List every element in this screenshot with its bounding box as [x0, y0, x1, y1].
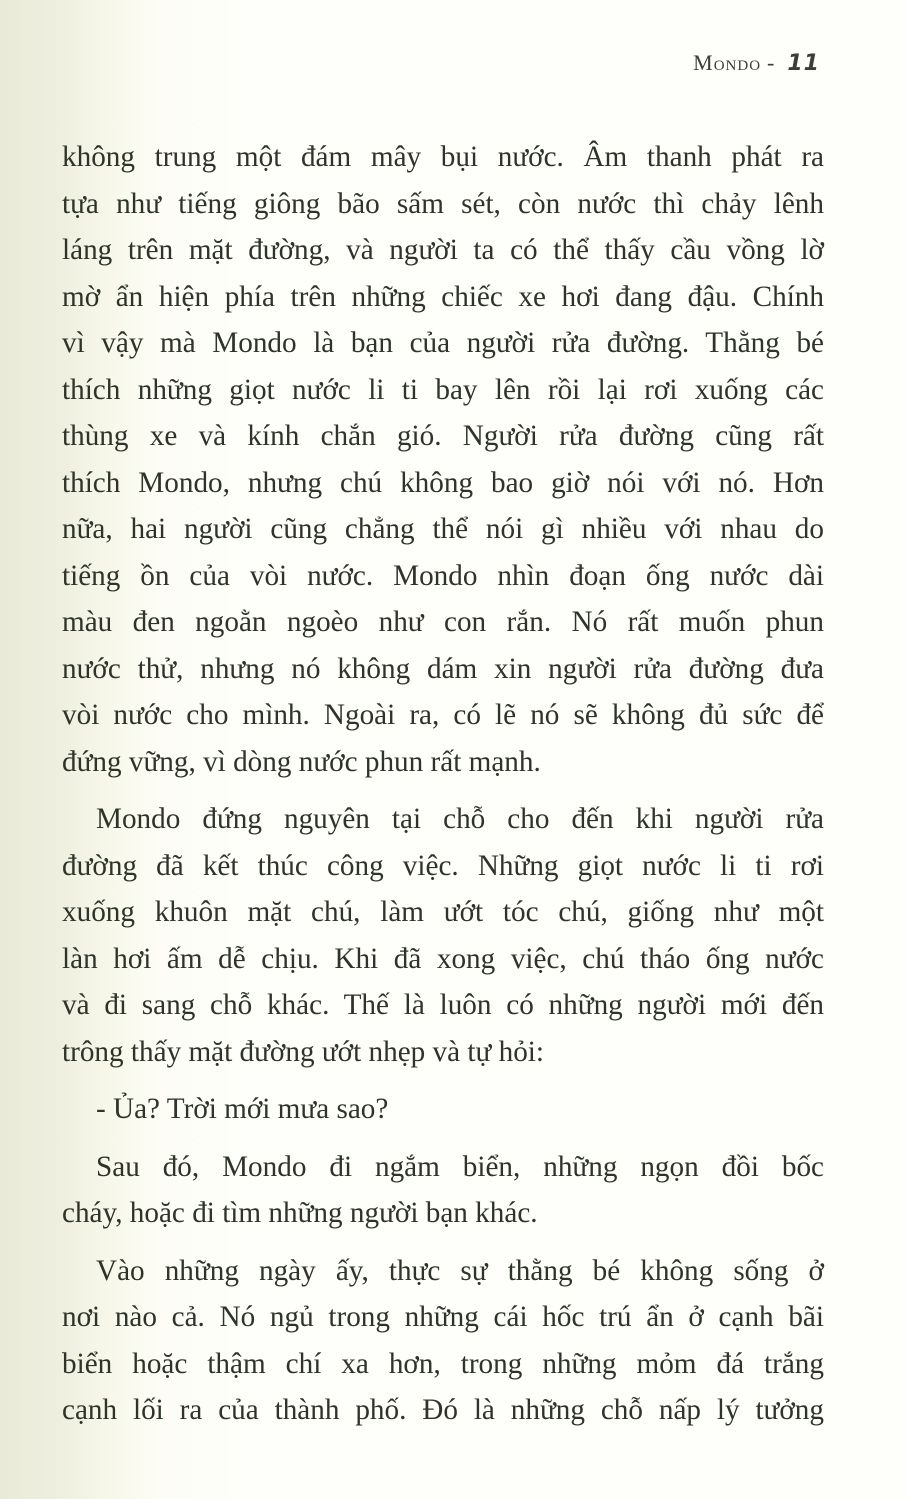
text-line: thùng xe và kính chắn gió. Người rửa đường cũng rất — [62, 420, 824, 452]
body-text — [62, 134, 824, 1434]
text-line: nước thử, nhưng nó không dám xin người rửa đường đưa — [62, 652, 824, 685]
text-line: biển hoặc thậm chí xa hơn, trong những mỏm đá trắng — [62, 1347, 824, 1380]
text-line: Vào những ngày ấy, thực sự thằng bé không sống ở — [96, 1254, 824, 1287]
running-head — [693, 50, 820, 76]
text-line: màu đen ngoằn ngoèo như con rắn. Nó rất muốn phun — [62, 606, 824, 638]
text-line: cháy, hoặc đi tìm những người bạn khác. — [62, 1197, 538, 1229]
text-line: nơi nào cả. Nó ngủ trong những cái hốc trú ẩn ở cạnh bãi — [62, 1301, 824, 1333]
text-line: tiếng ồn của vòi nước. Mondo nhìn đoạn ống nước dài — [62, 559, 824, 592]
text-line: không trung một đám mây bụi nước. Âm thanh phát ra — [62, 141, 824, 173]
text-line: vì vậy mà Mondo là bạn của người rửa đường. Thằng bé — [62, 327, 824, 359]
text-line: đứng vững, vì dòng nước phun rất mạnh. — [62, 745, 541, 778]
text-line: và đi sang chỗ khác. Thế là luôn có những người mới đến — [62, 989, 824, 1021]
text-line: Mondo đứng nguyên tại chỗ cho đến khi người rửa — [96, 803, 824, 835]
text-line: làn hơi ấm dễ chịu. Khi đã xong việc, chú tháo ống nước — [62, 942, 824, 975]
running-title: Mondo — [693, 50, 762, 75]
text-line: trông thấy mặt đường ướt nhẹp và tự hỏi: — [62, 1035, 545, 1068]
text-line: thích những giọt nước li ti bay lên rồi lại rơi xuống các — [62, 373, 824, 406]
text-line: thích Mondo, nhưng chú không bao giờ nói với nó. Hơn — [62, 466, 824, 499]
text-line: xuống khuôn mặt chú, làm ướt tóc chú, giống như một — [62, 896, 824, 928]
running-head-separator: - — [767, 50, 776, 75]
text-line: đường đã kết thúc công việc. Những giọt nước li ti rơi — [62, 849, 824, 882]
text-line: Sau đó, Mondo đi ngắm biển, những ngọn đồi bốc — [96, 1150, 824, 1183]
text-line: cạnh lối ra của thành phố. Đó là những chỗ nấp lý tưởng — [62, 1394, 824, 1426]
text-line: vòi nước cho mình. Ngoài ra, có lẽ nó sẽ không đủ sức để — [62, 699, 824, 731]
text-line: láng trên mặt đường, và người ta có thể thấy cầu vồng lờ — [62, 234, 824, 266]
text-line: tựa như tiếng giông bão sấm sét, còn nước thì chảy lênh — [62, 187, 824, 220]
dialogue-line: - Ủa? Trời mới mưa sao? — [96, 1093, 389, 1125]
text-line: mờ ẩn hiện phía trên những chiếc xe hơi đang đậu. Chính — [62, 280, 824, 313]
page-number: 11 — [787, 51, 820, 76]
text-line: nữa, hai người cũng chẳng thể nói gì nhiều với nhau do — [62, 513, 824, 545]
